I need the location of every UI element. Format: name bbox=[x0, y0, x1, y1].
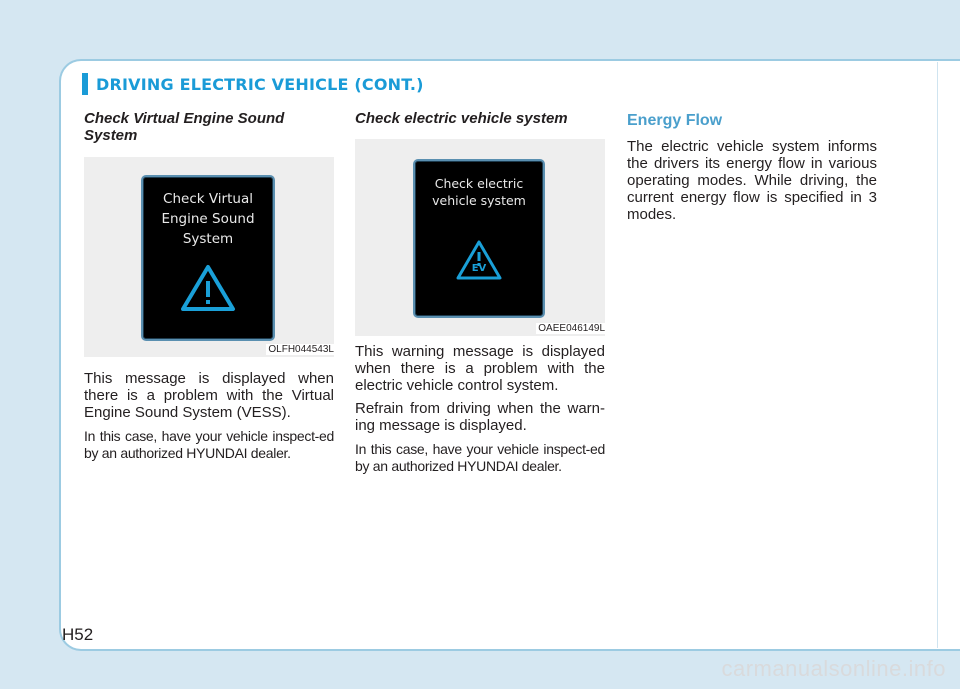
text-block-vess bbox=[84, 370, 334, 462]
section-header bbox=[82, 73, 424, 95]
cluster-display-ev bbox=[413, 159, 545, 318]
section-title-bar bbox=[82, 73, 88, 95]
paragraph-vess-2: In this case, have your vehicle inspect-ed by an authorized HYUNDAI dealer. bbox=[84, 428, 334, 461]
figure-ev-system bbox=[355, 139, 605, 336]
figure-vess bbox=[84, 157, 334, 357]
column-vess bbox=[84, 110, 334, 462]
right-divider bbox=[937, 62, 938, 648]
display-text-ev: Check electric vehicle system bbox=[432, 176, 526, 208]
paragraph-vess-1: This message is displayed when there is a problem with the Virtual Engine Sound System (VESS). bbox=[84, 370, 334, 421]
display-text-vess: Check Virtual Engine Sound System bbox=[161, 191, 255, 247]
column-energy-flow bbox=[627, 110, 877, 223]
figure-code-ev: OAEE046149L bbox=[538, 323, 605, 334]
paragraph-energy-flow: The electric vehicle system informs the drivers its energy flow in various operating modes. While driving, the current energy flow is specified in 3 modes. bbox=[627, 138, 877, 223]
page-number: H52 bbox=[62, 625, 94, 644]
heading-vess: Check Virtual Engine Sound System bbox=[84, 110, 285, 144]
heading-energy-flow: Energy Flow bbox=[627, 112, 723, 129]
ev-warning-triangle-icon bbox=[455, 239, 503, 281]
paragraph-ev-1: This warning message is displayed when there is a problem with the electric vehicle control system. bbox=[355, 343, 605, 394]
text-block-ev-system bbox=[355, 343, 605, 475]
paragraph-ev-2: Refrain from driving when the warn-ing message is displayed. bbox=[355, 400, 605, 434]
watermark: carmanualsonline.info bbox=[721, 656, 946, 681]
ev-icon-label: EV bbox=[471, 263, 487, 274]
paragraph-ev-3: In this case, have your vehicle inspect-ed by an authorized HYUNDAI dealer. bbox=[355, 441, 605, 474]
section-title: DRIVING ELECTRIC VEHICLE (CONT.) bbox=[96, 74, 424, 94]
cluster-display-vess bbox=[141, 175, 275, 341]
column-ev-system bbox=[355, 110, 605, 475]
heading-ev-system: Check electric vehicle system bbox=[355, 110, 568, 127]
warning-triangle-icon bbox=[179, 263, 237, 313]
figure-code-vess: OLFH044543L bbox=[268, 344, 334, 355]
